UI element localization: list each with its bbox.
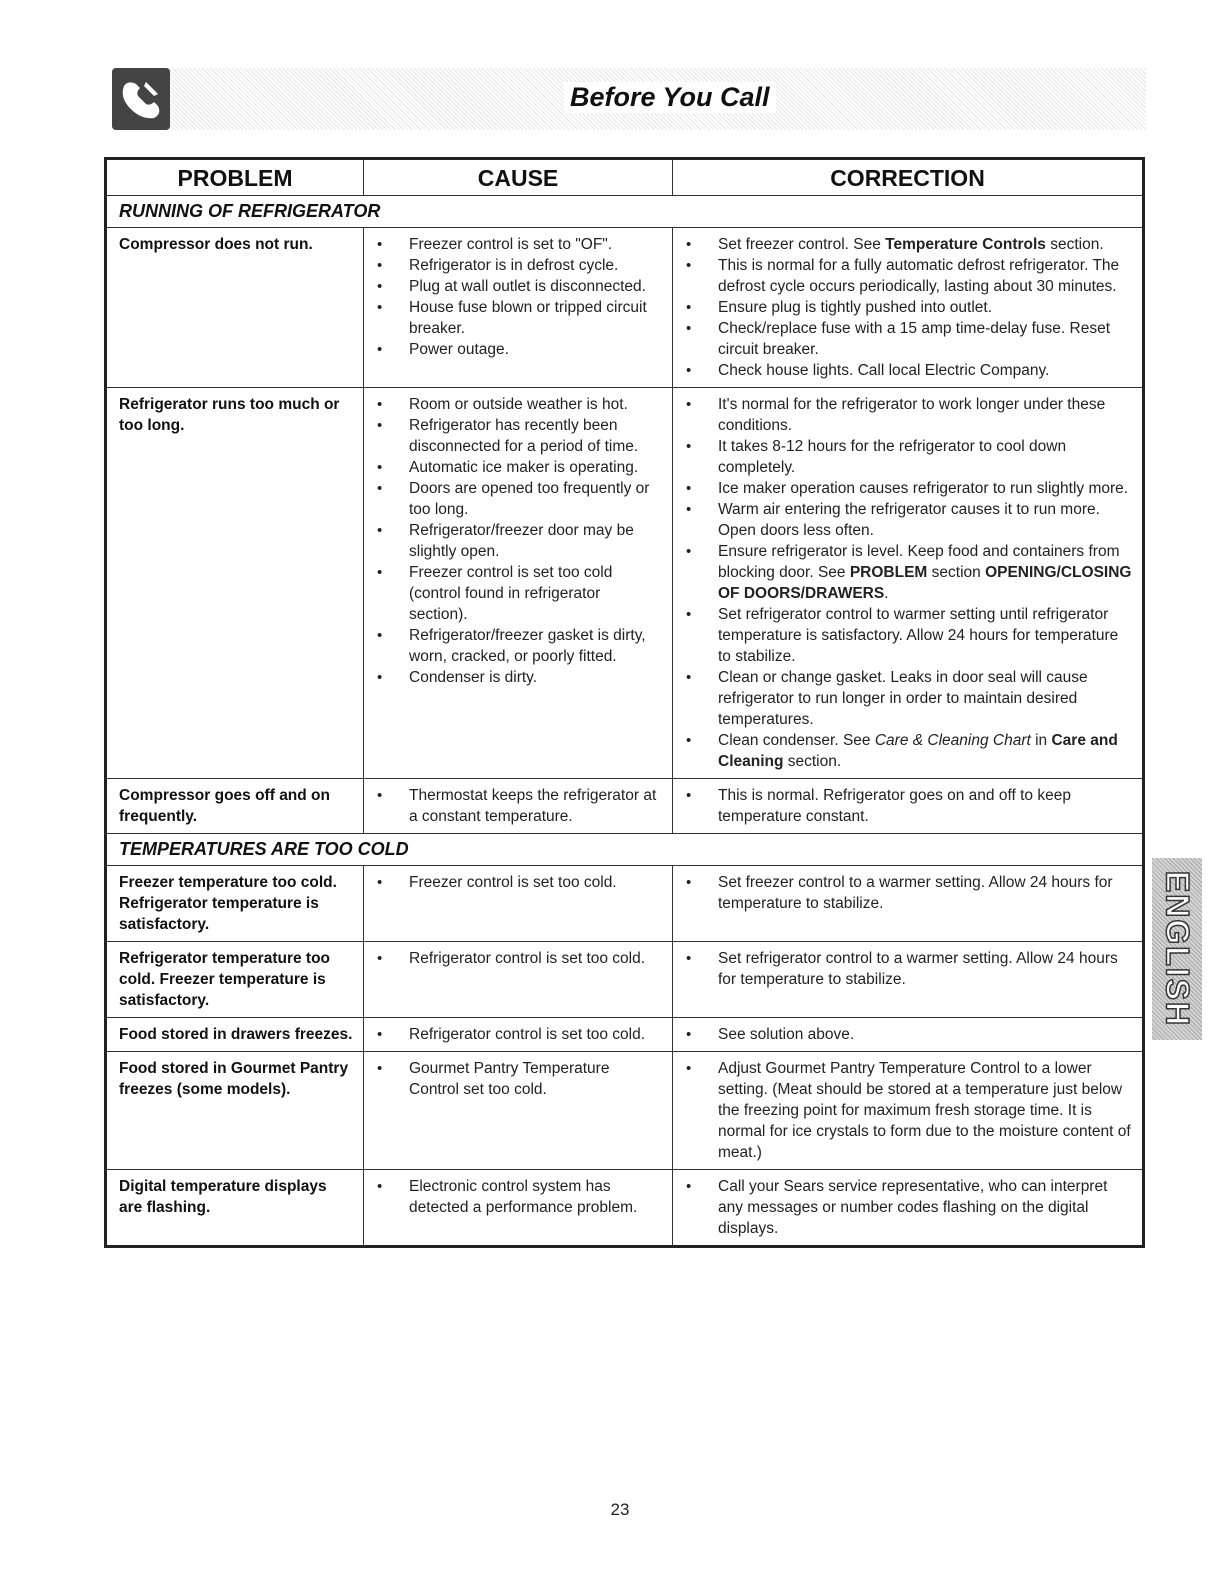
problem-cell: Refrigerator temperature too cold. Freezer temperature is satisfactory.	[106, 942, 364, 1018]
cause-item: • Plug at wall outlet is disconnected.	[374, 276, 662, 297]
column-header-correction: CORRECTION	[673, 159, 1144, 196]
cause-item: • Refrigerator control is set too cold.	[374, 948, 662, 969]
section-title: RUNNING OF REFRIGERATOR	[106, 196, 1144, 228]
correction-cell	[673, 866, 1144, 942]
cause-item: • Power outage.	[374, 339, 662, 360]
table-body	[106, 196, 1144, 1247]
cause-item: • Freezer control is set too cold.	[374, 872, 662, 893]
section-row	[106, 196, 1144, 228]
cause-item: • Doors are opened too frequently or too long.	[374, 478, 662, 520]
correction-item: • This is normal. Refrigerator goes on and off to keep temperature constant.	[683, 785, 1132, 827]
language-tab	[1152, 858, 1202, 1040]
correction-cell	[673, 779, 1144, 834]
page-number: 23	[610, 1500, 630, 1519]
cause-cell	[364, 1018, 673, 1052]
cause-item: • Freezer control is set too cold (control found in refrigerator section).	[374, 562, 662, 625]
page-title: Before You Call	[564, 82, 776, 113]
cause-item: • Refrigerator/freezer door may be slightly open.	[374, 520, 662, 562]
cause-item: • Freezer control is set to "OF".	[374, 234, 662, 255]
table-row	[106, 1170, 1144, 1247]
section-row	[106, 834, 1144, 866]
cause-item: • Automatic ice maker is operating.	[374, 457, 662, 478]
cause-item: • Gourmet Pantry Temperature Control set too cold.	[374, 1058, 662, 1100]
cause-item: • Refrigerator/freezer gasket is dirty, worn, cracked, or poorly fitted.	[374, 625, 662, 667]
cause-cell	[364, 942, 673, 1018]
correction-item: • Set freezer control to a warmer setting. Allow 24 hours for temperature to stabilize.	[683, 872, 1132, 914]
correction-item: • See solution above.	[683, 1024, 1132, 1045]
problem-cell: Compressor goes off and on frequently.	[106, 779, 364, 834]
correction-item: • Clean or change gasket. Leaks in door seal will cause refrigerator to run longer in order to maintain desired temperatures.	[683, 667, 1132, 730]
cause-cell	[364, 1052, 673, 1170]
cause-cell	[364, 228, 673, 388]
correction-cell	[673, 1052, 1144, 1170]
correction-item: • Clean condenser. See Care & Cleaning Chart in Care and Cleaning section.	[683, 730, 1132, 772]
correction-item: • This is normal for a fully automatic defrost refrigerator. The defrost cycle occurs periodically, lasting about 30 minutes.	[683, 255, 1132, 297]
correction-item: • Ensure refrigerator is level. Keep food and containers from blocking door. See PROBLEM section OPENING/CLOSING OF DOORS/DRAWERS.	[683, 541, 1132, 604]
page-header	[112, 68, 1146, 130]
table-row	[106, 779, 1144, 834]
cause-item: • Refrigerator is in defrost cycle.	[374, 255, 662, 276]
correction-item: • Set refrigerator control to a warmer setting. Allow 24 hours for temperature to stabilize.	[683, 948, 1132, 990]
correction-item: • Set refrigerator control to warmer setting until refrigerator temperature is satisfactory. Allow 24 hours for temperature to stabilize.	[683, 604, 1132, 667]
correction-item: • Ensure plug is tightly pushed into outlet.	[683, 297, 1132, 318]
correction-item: • Set freezer control. See Temperature Controls section.	[683, 234, 1132, 255]
column-header-cause: CAUSE	[364, 159, 673, 196]
correction-item: • Check house lights. Call local Electric Company.	[683, 360, 1132, 381]
wrench-phone-icon	[112, 68, 170, 130]
column-header-problem: PROBLEM	[106, 159, 364, 196]
table-row	[106, 1018, 1144, 1052]
table-row	[106, 1052, 1144, 1170]
problem-cell: Freezer temperature too cold. Refrigerator temperature is satisfactory.	[106, 866, 364, 942]
correction-item: • It takes 8-12 hours for the refrigerator to cool down completely.	[683, 436, 1132, 478]
cause-cell	[364, 866, 673, 942]
table-row	[106, 228, 1144, 388]
cause-cell	[364, 779, 673, 834]
problem-cell: Food stored in drawers freezes.	[106, 1018, 364, 1052]
correction-item: • Warm air entering the refrigerator causes it to run more. Open doors less often.	[683, 499, 1132, 541]
cause-item: • Thermostat keeps the refrigerator at a constant temperature.	[374, 785, 662, 827]
table-row	[106, 942, 1144, 1018]
cause-item: • Condenser is dirty.	[374, 667, 662, 688]
correction-item: • Call your Sears service representative, who can interpret any messages or number codes flashing on the digital displays.	[683, 1176, 1132, 1239]
cause-item: • Refrigerator has recently been disconnected for a period of time.	[374, 415, 662, 457]
correction-item: • Ice maker operation causes refrigerator to run slightly more.	[683, 478, 1132, 499]
problem-cell: Refrigerator runs too much or too long.	[106, 388, 364, 779]
cause-item: • Refrigerator control is set too cold.	[374, 1024, 662, 1045]
problem-cell: Compressor does not run.	[106, 228, 364, 388]
cause-item: • Room or outside weather is hot.	[374, 394, 662, 415]
correction-cell	[673, 228, 1144, 388]
table-header-row	[106, 159, 1144, 196]
section-title: TEMPERATURES ARE TOO COLD	[106, 834, 1144, 866]
problem-cell: Food stored in Gourmet Pantry freezes (some models).	[106, 1052, 364, 1170]
correction-item: • It's normal for the refrigerator to work longer under these conditions.	[683, 394, 1132, 436]
problem-cell: Digital temperature displays are flashing.	[106, 1170, 364, 1247]
language-tab-label: ENGLISH	[1159, 870, 1196, 1028]
cause-cell	[364, 388, 673, 779]
cause-cell	[364, 1170, 673, 1247]
correction-item: • Check/replace fuse with a 15 amp time-delay fuse. Reset circuit breaker.	[683, 318, 1132, 360]
correction-cell	[673, 1018, 1144, 1052]
cause-item: • Electronic control system has detected a performance problem.	[374, 1176, 662, 1218]
troubleshooting-table	[104, 157, 1145, 1248]
table-row	[106, 866, 1144, 942]
correction-item: • Adjust Gourmet Pantry Temperature Control to a lower setting. (Meat should be stored at a temperature just below the freezing point for maximum fresh storage time. It is normal for ice crystals to form due to the moisture content of meat.)	[683, 1058, 1132, 1163]
correction-cell	[673, 1170, 1144, 1247]
table-row	[106, 388, 1144, 779]
cause-item: • House fuse blown or tripped circuit breaker.	[374, 297, 662, 339]
correction-cell	[673, 388, 1144, 779]
correction-cell	[673, 942, 1144, 1018]
